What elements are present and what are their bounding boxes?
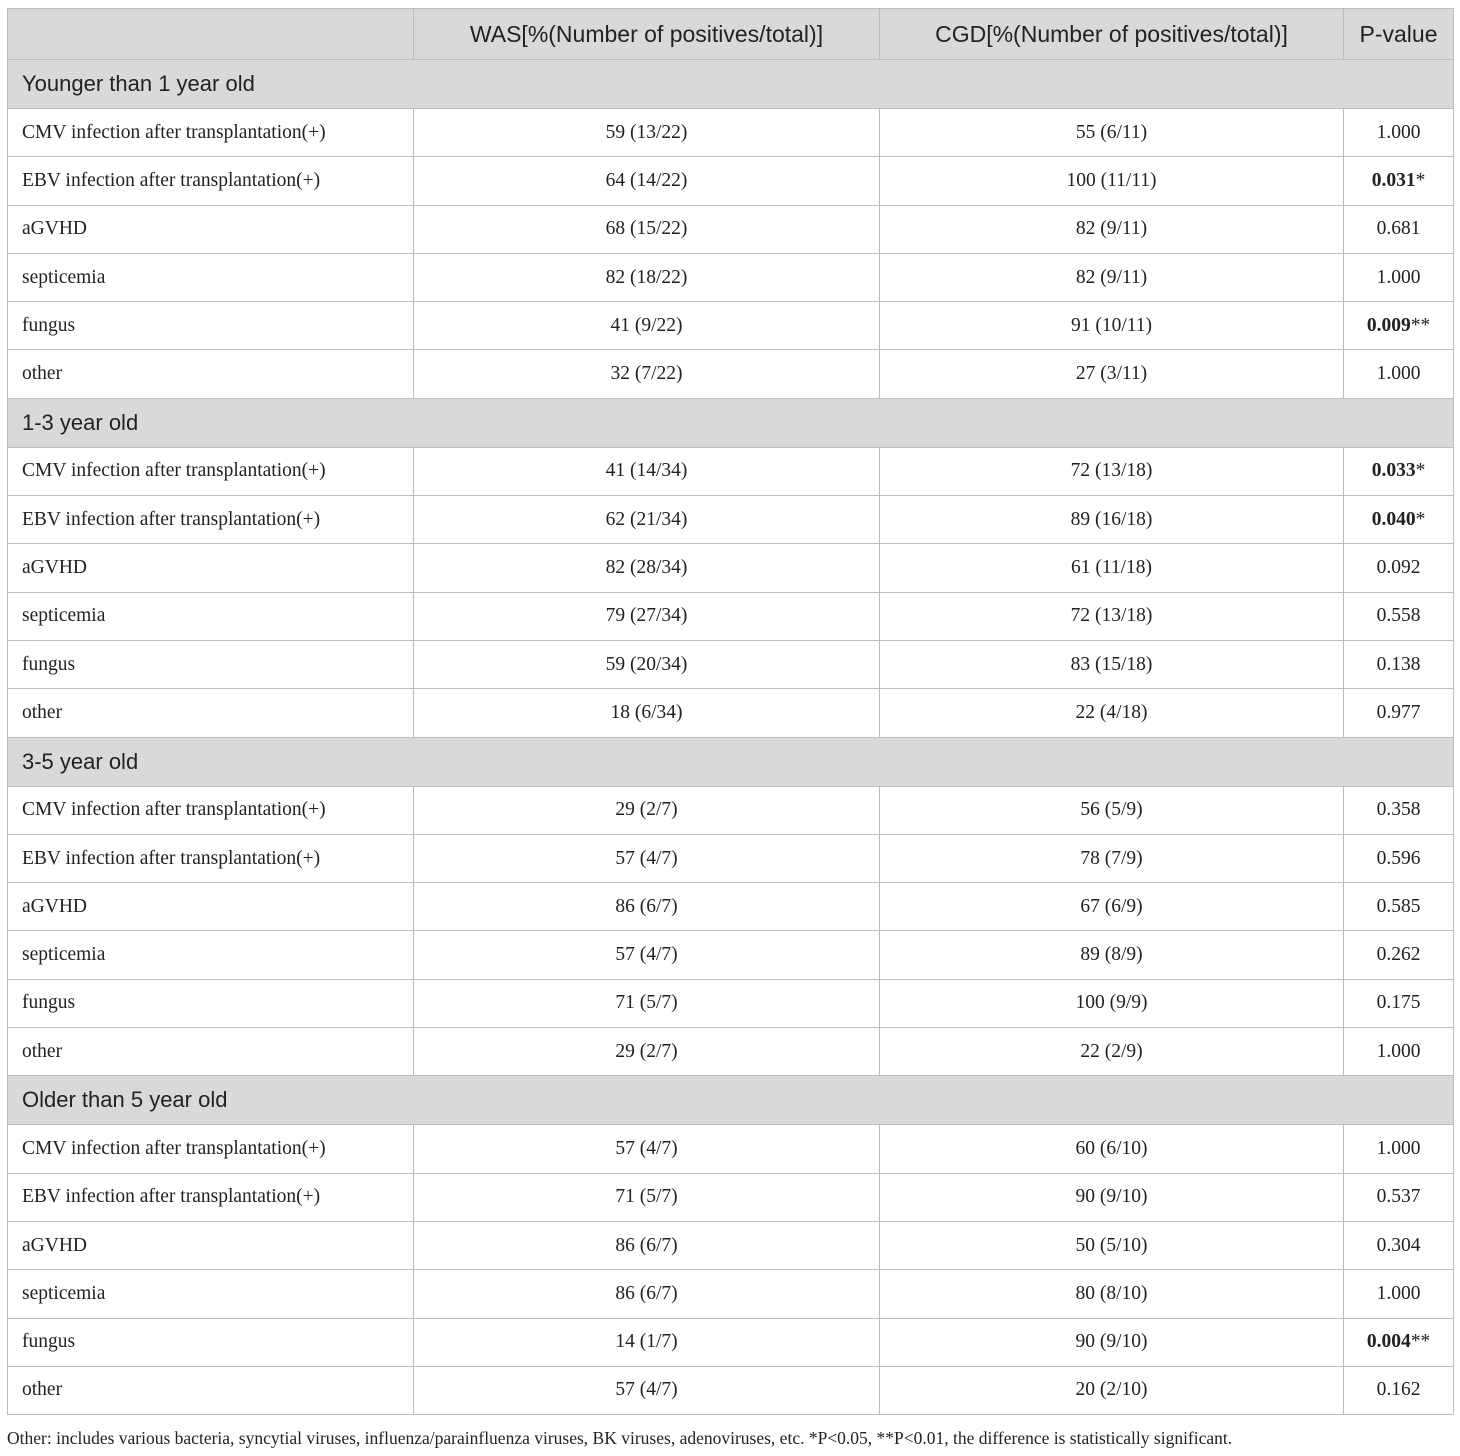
p-value-significant: 0.033 <box>1371 460 1416 482</box>
row-label: septicemia <box>8 592 414 640</box>
row-label: CMV infection after transplantation(+) <box>8 1125 414 1173</box>
row-label: CMV infection after transplantation(+) <box>8 447 414 495</box>
row-label: EBV infection after transplantation(+) <box>8 1173 414 1221</box>
table-container <box>7 8 1453 1415</box>
table-row <box>8 447 1454 495</box>
was-value: 71 (5/7) <box>414 1173 880 1221</box>
table-row <box>8 1318 1454 1366</box>
p-value-cell <box>1344 447 1454 495</box>
row-label: EBV infection after transplantation(+) <box>8 496 414 544</box>
table-row <box>8 1221 1454 1269</box>
p-value-cell <box>1344 157 1454 205</box>
p-value: 0.304 <box>1376 1234 1421 1256</box>
p-value: 0.537 <box>1376 1186 1421 1208</box>
row-label: CMV infection after transplantation(+) <box>8 786 414 834</box>
cgd-value: 82 (9/11) <box>880 205 1344 253</box>
table-row <box>8 689 1454 737</box>
group-header-row <box>8 737 1454 786</box>
significance-marker: ** <box>1410 314 1431 336</box>
header-blank <box>8 9 414 60</box>
cgd-value: 89 (16/18) <box>880 496 1344 544</box>
cgd-value: 100 (11/11) <box>880 157 1344 205</box>
row-label: aGVHD <box>8 205 414 253</box>
p-value-cell <box>1344 592 1454 640</box>
p-value-cell <box>1344 1318 1454 1366</box>
was-value: 18 (6/34) <box>414 689 880 737</box>
table-row <box>8 350 1454 398</box>
was-value: 57 (4/7) <box>414 834 880 882</box>
table-row <box>8 834 1454 882</box>
cgd-value: 67 (6/9) <box>880 883 1344 931</box>
cgd-value: 22 (2/9) <box>880 1028 1344 1076</box>
p-value: 1.000 <box>1376 1040 1421 1062</box>
table-row <box>8 1366 1454 1414</box>
group-title: Younger than 1 year old <box>8 60 1454 109</box>
row-label: fungus <box>8 640 414 688</box>
row-label: fungus <box>8 979 414 1027</box>
p-value-cell <box>1344 786 1454 834</box>
cgd-value: 89 (8/9) <box>880 931 1344 979</box>
p-value-significant: 0.009 <box>1366 314 1411 336</box>
row-label: aGVHD <box>8 1221 414 1269</box>
p-value: 1.000 <box>1376 266 1421 288</box>
row-label: CMV infection after transplantation(+) <box>8 109 414 157</box>
was-value: 57 (4/7) <box>414 1366 880 1414</box>
cgd-value: 83 (15/18) <box>880 640 1344 688</box>
p-value: 0.262 <box>1376 944 1421 966</box>
p-value-cell <box>1344 1028 1454 1076</box>
cgd-value: 56 (5/9) <box>880 786 1344 834</box>
p-value: 0.138 <box>1376 653 1421 675</box>
table-row <box>8 302 1454 350</box>
row-label: septicemia <box>8 1270 414 1318</box>
cgd-value: 90 (9/10) <box>880 1173 1344 1221</box>
p-value-cell <box>1344 350 1454 398</box>
cgd-value: 72 (13/18) <box>880 447 1344 495</box>
cgd-value: 60 (6/10) <box>880 1125 1344 1173</box>
row-label: aGVHD <box>8 883 414 931</box>
was-value: 59 (13/22) <box>414 109 880 157</box>
p-value-cell <box>1344 109 1454 157</box>
cgd-value: 22 (4/18) <box>880 689 1344 737</box>
header-was: WAS[%(Number of positives/total)] <box>414 9 880 60</box>
p-value-significant: 0.004 <box>1366 1331 1411 1353</box>
cgd-value: 72 (13/18) <box>880 592 1344 640</box>
p-value: 1.000 <box>1376 121 1421 143</box>
significance-marker: * <box>1415 460 1426 482</box>
was-value: 29 (2/7) <box>414 1028 880 1076</box>
cgd-value: 78 (7/9) <box>880 834 1344 882</box>
table-row <box>8 496 1454 544</box>
header-cgd: CGD[%(Number of positives/total)] <box>880 9 1344 60</box>
p-value-cell <box>1344 1366 1454 1414</box>
group-title: 1-3 year old <box>8 398 1454 447</box>
p-value: 0.175 <box>1376 992 1421 1014</box>
was-value: 59 (20/34) <box>414 640 880 688</box>
was-value: 57 (4/7) <box>414 931 880 979</box>
table-footnote: Other: includes various bacteria, syncytial viruses, influenza/parainfluenza viruses, BK viruses, adenoviruses, etc. *P<0.05, **P<0.01, the difference is statistically significant. <box>7 1428 1233 1448</box>
group-title: Older than 5 year old <box>8 1076 1454 1125</box>
row-label: fungus <box>8 302 414 350</box>
p-value-cell <box>1344 302 1454 350</box>
table-row <box>8 640 1454 688</box>
p-value-cell <box>1344 253 1454 301</box>
cgd-value: 20 (2/10) <box>880 1366 1344 1414</box>
group-title: 3-5 year old <box>8 737 1454 786</box>
was-value: 41 (9/22) <box>414 302 880 350</box>
p-value-cell <box>1344 205 1454 253</box>
table-row <box>8 1125 1454 1173</box>
row-label: fungus <box>8 1318 414 1366</box>
p-value: 0.162 <box>1376 1379 1421 1401</box>
row-label: aGVHD <box>8 544 414 592</box>
row-label: EBV infection after transplantation(+) <box>8 834 414 882</box>
significance-marker: ** <box>1410 1331 1431 1353</box>
was-value: 64 (14/22) <box>414 157 880 205</box>
p-value-significant: 0.040 <box>1371 508 1416 530</box>
p-value-cell <box>1344 1173 1454 1221</box>
p-value-cell <box>1344 689 1454 737</box>
results-table <box>7 8 1454 1415</box>
row-label: other <box>8 350 414 398</box>
p-value-cell <box>1344 544 1454 592</box>
p-value: 1.000 <box>1376 363 1421 385</box>
was-value: 41 (14/34) <box>414 447 880 495</box>
was-value: 32 (7/22) <box>414 350 880 398</box>
p-value: 1.000 <box>1376 1137 1421 1159</box>
table-row <box>8 253 1454 301</box>
was-value: 68 (15/22) <box>414 205 880 253</box>
group-header-row <box>8 1076 1454 1125</box>
table-row <box>8 1270 1454 1318</box>
p-value-cell <box>1344 834 1454 882</box>
group-header-row <box>8 60 1454 109</box>
p-value: 0.558 <box>1376 605 1421 627</box>
row-label: septicemia <box>8 253 414 301</box>
cgd-value: 50 (5/10) <box>880 1221 1344 1269</box>
row-label: septicemia <box>8 931 414 979</box>
header-row <box>8 9 1454 60</box>
p-value-cell <box>1344 883 1454 931</box>
p-value: 0.681 <box>1376 218 1421 240</box>
was-value: 82 (28/34) <box>414 544 880 592</box>
was-value: 57 (4/7) <box>414 1125 880 1173</box>
p-value-cell <box>1344 1221 1454 1269</box>
cgd-value: 61 (11/18) <box>880 544 1344 592</box>
p-value-cell <box>1344 640 1454 688</box>
table-body <box>8 60 1454 1415</box>
p-value: 0.092 <box>1376 557 1421 579</box>
p-value-cell <box>1344 496 1454 544</box>
was-value: 29 (2/7) <box>414 786 880 834</box>
cgd-value: 90 (9/10) <box>880 1318 1344 1366</box>
p-value: 1.000 <box>1376 1282 1421 1304</box>
p-value-cell <box>1344 1270 1454 1318</box>
significance-marker: * <box>1415 169 1426 191</box>
group-header-row <box>8 398 1454 447</box>
p-value-cell <box>1344 979 1454 1027</box>
cgd-value: 80 (8/10) <box>880 1270 1344 1318</box>
table-row <box>8 592 1454 640</box>
table-row <box>8 786 1454 834</box>
was-value: 82 (18/22) <box>414 253 880 301</box>
cgd-value: 91 (10/11) <box>880 302 1344 350</box>
row-label: EBV infection after transplantation(+) <box>8 157 414 205</box>
p-value-cell <box>1344 931 1454 979</box>
table-row <box>8 109 1454 157</box>
row-label: other <box>8 1028 414 1076</box>
row-label: other <box>8 1366 414 1414</box>
p-value-cell <box>1344 1125 1454 1173</box>
cgd-value: 100 (9/9) <box>880 979 1344 1027</box>
significance-marker: * <box>1415 508 1426 530</box>
table-row <box>8 157 1454 205</box>
p-value: 0.358 <box>1376 799 1421 821</box>
was-value: 14 (1/7) <box>414 1318 880 1366</box>
cgd-value: 82 (9/11) <box>880 253 1344 301</box>
p-value: 0.977 <box>1376 701 1421 723</box>
cgd-value: 27 (3/11) <box>880 350 1344 398</box>
p-value-significant: 0.031 <box>1371 169 1416 191</box>
was-value: 71 (5/7) <box>414 979 880 1027</box>
was-value: 79 (27/34) <box>414 592 880 640</box>
table-row <box>8 1173 1454 1221</box>
was-value: 86 (6/7) <box>414 1221 880 1269</box>
header-p-value: P-value <box>1344 9 1454 60</box>
p-value: 0.596 <box>1376 847 1421 869</box>
was-value: 62 (21/34) <box>414 496 880 544</box>
was-value: 86 (6/7) <box>414 1270 880 1318</box>
p-value: 0.585 <box>1376 895 1421 917</box>
was-value: 86 (6/7) <box>414 883 880 931</box>
table-row <box>8 544 1454 592</box>
row-label: other <box>8 689 414 737</box>
table-row <box>8 205 1454 253</box>
table-row <box>8 979 1454 1027</box>
table-row <box>8 931 1454 979</box>
table-row <box>8 883 1454 931</box>
table-row <box>8 1028 1454 1076</box>
cgd-value: 55 (6/11) <box>880 109 1344 157</box>
